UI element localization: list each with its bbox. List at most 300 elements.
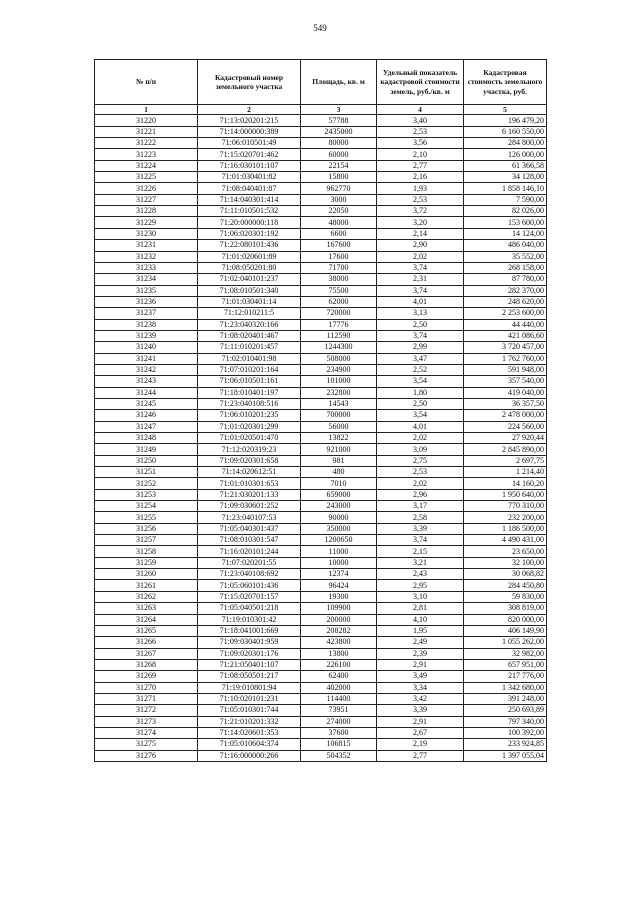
cell-row-number: 31270 (95, 682, 198, 693)
cell-row-number: 31252 (95, 478, 198, 489)
cell-area: 112590 (301, 330, 377, 341)
cell-cadastral-cost: 44 440,00 (464, 319, 547, 330)
cell-row-number: 31241 (95, 353, 198, 364)
cell-cadastral-cost: 308 819,00 (464, 603, 547, 614)
cell-row-number: 31222 (95, 138, 198, 149)
cell-row-number: 31264 (95, 614, 198, 625)
cell-unit-rate: 2,16 (377, 172, 464, 183)
table-row (95, 274, 547, 285)
cell-cadastral-cost: 82 026,00 (464, 206, 547, 217)
table-row (95, 217, 547, 228)
cell-cadastral-cost: 1 186 500,00 (464, 523, 547, 534)
cell-row-number: 31275 (95, 739, 198, 750)
cell-row-number: 31262 (95, 591, 198, 602)
cell-cadastral-number: 71:08:050501:217 (198, 671, 301, 682)
cell-cadastral-number: 71:23:040108:516 (198, 398, 301, 409)
cell-row-number: 31276 (95, 750, 198, 761)
cell-row-number: 31223 (95, 149, 198, 160)
cell-cadastral-cost: 250 693,89 (464, 705, 547, 716)
cell-unit-rate: 2,02 (377, 251, 464, 262)
cell-area: 10000 (301, 557, 377, 568)
cell-cadastral-number: 71:01:020601:89 (198, 251, 301, 262)
cell-row-number: 31258 (95, 546, 198, 557)
cell-cadastral-number: 71:08:010301:547 (198, 535, 301, 546)
cell-area: 37600 (301, 727, 377, 738)
cell-cadastral-number: 71:09:030601:252 (198, 501, 301, 512)
cell-unit-rate: 2,53 (377, 467, 464, 478)
cell-area: 19300 (301, 591, 377, 602)
cell-cadastral-number: 71:22:080101:436 (198, 240, 301, 251)
cell-cadastral-cost: 4 490 431,00 (464, 535, 547, 546)
cell-area: 17600 (301, 251, 377, 262)
cell-cadastral-number: 71:09:020301:658 (198, 455, 301, 466)
cell-cadastral-number: 71:06:010501:161 (198, 376, 301, 387)
cell-row-number: 31261 (95, 580, 198, 591)
cell-cadastral-number: 71:01:010301:653 (198, 478, 301, 489)
cell-cadastral-cost: 36 357,50 (464, 398, 547, 409)
cell-cadastral-cost: 232 200,00 (464, 512, 547, 523)
cell-cadastral-cost: 196 479,20 (464, 115, 547, 126)
cell-cadastral-number: 71:05:040501:218 (198, 603, 301, 614)
cell-cadastral-number: 71:05:060101:436 (198, 580, 301, 591)
cell-unit-rate: 3,56 (377, 138, 464, 149)
cell-cadastral-number: 71:06:010501:49 (198, 138, 301, 149)
cell-row-number: 31237 (95, 308, 198, 319)
cell-area: 200000 (301, 614, 377, 625)
cell-cadastral-cost: 217 776,00 (464, 671, 547, 682)
cell-row-number: 31260 (95, 569, 198, 580)
cell-unit-rate: 1,80 (377, 387, 464, 398)
cell-row-number: 31240 (95, 342, 198, 353)
table-row (95, 194, 547, 205)
cell-area: 167600 (301, 240, 377, 251)
table-row (95, 285, 547, 296)
cell-unit-rate: 2,75 (377, 455, 464, 466)
cell-row-number: 31235 (95, 285, 198, 296)
table-row (95, 523, 547, 534)
cell-row-number: 31229 (95, 217, 198, 228)
cell-unit-rate: 2,50 (377, 398, 464, 409)
cell-row-number: 31255 (95, 512, 198, 523)
table-row (95, 115, 547, 126)
cell-unit-rate: 2,96 (377, 489, 464, 500)
table-row (95, 126, 547, 137)
cell-row-number: 31236 (95, 296, 198, 307)
cell-area: 106815 (301, 739, 377, 750)
cell-unit-rate: 3,39 (377, 705, 464, 716)
cell-area: 62000 (301, 296, 377, 307)
cell-area: 423800 (301, 637, 377, 648)
cell-cadastral-cost: 6 160 550,00 (464, 126, 547, 137)
cell-area: 659000 (301, 489, 377, 500)
cell-cadastral-cost: 233 924,85 (464, 739, 547, 750)
cell-row-number: 31225 (95, 172, 198, 183)
cell-cadastral-cost: 87 780,00 (464, 274, 547, 285)
table-row (95, 512, 547, 523)
cell-cadastral-number: 71:15:020701:462 (198, 149, 301, 160)
cell-unit-rate: 3,13 (377, 308, 464, 319)
cell-cadastral-number: 71:06:010201:235 (198, 410, 301, 421)
cell-cadastral-cost: 391 248,00 (464, 693, 547, 704)
cell-cadastral-number: 71:02:040101:237 (198, 274, 301, 285)
cell-cadastral-cost: 406 149,90 (464, 625, 547, 636)
cell-row-number: 31249 (95, 444, 198, 455)
cell-cadastral-cost: 2 845 890,00 (464, 444, 547, 455)
column-number-row (95, 105, 547, 115)
cell-cadastral-cost: 35 552,00 (464, 251, 547, 262)
table-row (95, 716, 547, 727)
table-row (95, 580, 547, 591)
cell-cadastral-cost: 14 160,20 (464, 478, 547, 489)
header-area: Площадь, кв. м (301, 60, 377, 105)
cell-cadastral-cost: 34 128,00 (464, 172, 547, 183)
cell-row-number: 31245 (95, 398, 198, 409)
cell-unit-rate: 2,14 (377, 228, 464, 239)
cell-row-number: 31243 (95, 376, 198, 387)
cell-row-number: 31230 (95, 228, 198, 239)
cell-cadastral-number: 71:23:040107:53 (198, 512, 301, 523)
cell-area: 232800 (301, 387, 377, 398)
cell-unit-rate: 2,31 (377, 274, 464, 285)
cell-row-number: 31238 (95, 319, 198, 330)
cell-area: 22154 (301, 160, 377, 171)
table-row (95, 183, 547, 194)
cell-area: 350000 (301, 523, 377, 534)
cell-unit-rate: 2,39 (377, 648, 464, 659)
cell-cadastral-cost: 153 600,00 (464, 217, 547, 228)
cell-area: 96424 (301, 580, 377, 591)
cell-unit-rate: 3,17 (377, 501, 464, 512)
cell-cadastral-number: 71:11:010501:532 (198, 206, 301, 217)
cell-cadastral-cost: 421 086,60 (464, 330, 547, 341)
cell-cadastral-number: 71:08:010501:340 (198, 285, 301, 296)
cell-unit-rate: 2,15 (377, 546, 464, 557)
cell-row-number: 31247 (95, 421, 198, 432)
cell-area: 17776 (301, 319, 377, 330)
cell-unit-rate: 3,47 (377, 353, 464, 364)
cell-unit-rate: 2,77 (377, 750, 464, 761)
table-row (95, 308, 547, 319)
cell-unit-rate: 1,93 (377, 183, 464, 194)
cell-area: 101000 (301, 376, 377, 387)
table-row (95, 433, 547, 444)
cell-cadastral-cost: 1 342 680,00 (464, 682, 547, 693)
cell-cadastral-cost: 100 392,00 (464, 727, 547, 738)
cell-area: 75500 (301, 285, 377, 296)
cell-cadastral-number: 71:12:010211:5 (198, 308, 301, 319)
cell-cadastral-cost: 61 366,58 (464, 160, 547, 171)
cell-cadastral-number: 71:13:020201:215 (198, 115, 301, 126)
cell-row-number: 31267 (95, 648, 198, 659)
column-number: 1 (95, 105, 198, 115)
column-number: 2 (198, 105, 301, 115)
cell-row-number: 31259 (95, 557, 198, 568)
cell-area: 208282 (301, 625, 377, 636)
cell-unit-rate: 2,91 (377, 659, 464, 670)
cell-unit-rate: 3,21 (377, 557, 464, 568)
table-body (95, 115, 547, 762)
cell-cadastral-number: 71:08:020401:467 (198, 330, 301, 341)
cell-area: 480 (301, 467, 377, 478)
cell-unit-rate: 2,02 (377, 433, 464, 444)
cell-cadastral-number: 71:23:040108:692 (198, 569, 301, 580)
header-unit-rate: Удельный показатель кадастровой стоимости земель, руб./кв. м (377, 60, 464, 105)
cell-area: 13800 (301, 648, 377, 659)
cell-cadastral-cost: 32 982,00 (464, 648, 547, 659)
table-row (95, 319, 547, 330)
column-number: 4 (377, 105, 464, 115)
cell-unit-rate: 3,74 (377, 330, 464, 341)
cell-row-number: 31251 (95, 467, 198, 478)
table-row (95, 296, 547, 307)
cell-cadastral-cost: 770 310,00 (464, 501, 547, 512)
cell-unit-rate: 3,54 (377, 376, 464, 387)
header-cadastral-cost: Кадастровая стоимость земельного участка, руб. (464, 60, 547, 105)
cell-area: 38000 (301, 274, 377, 285)
cell-cadastral-cost: 7 590,00 (464, 194, 547, 205)
cell-cadastral-number: 71:05:040301:437 (198, 523, 301, 534)
cell-cadastral-number: 71:15:020701:157 (198, 591, 301, 602)
table-row (95, 489, 547, 500)
cell-unit-rate: 3,72 (377, 206, 464, 217)
cell-cadastral-cost: 1 950 640,00 (464, 489, 547, 500)
cell-cadastral-cost: 32 100,00 (464, 557, 547, 568)
table-row (95, 648, 547, 659)
cell-row-number: 31234 (95, 274, 198, 285)
cell-unit-rate: 3,74 (377, 262, 464, 273)
cell-unit-rate: 2,43 (377, 569, 464, 580)
table-row (95, 614, 547, 625)
cell-unit-rate: 2,90 (377, 240, 464, 251)
cell-area: 109900 (301, 603, 377, 614)
cell-unit-rate: 3,39 (377, 523, 464, 534)
cell-unit-rate: 3,49 (377, 671, 464, 682)
cell-unit-rate: 3,42 (377, 693, 464, 704)
cell-unit-rate: 3,10 (377, 591, 464, 602)
cell-row-number: 31239 (95, 330, 198, 341)
cell-cadastral-number: 71:16:030101:107 (198, 160, 301, 171)
cell-area: 73951 (301, 705, 377, 716)
cell-unit-rate: 3,54 (377, 410, 464, 421)
cell-cadastral-number: 71:01:030401:82 (198, 172, 301, 183)
cell-row-number: 31271 (95, 693, 198, 704)
cell-cadastral-number: 71:05:010604:374 (198, 739, 301, 750)
cell-unit-rate: 2,77 (377, 160, 464, 171)
cell-cadastral-number: 71:08:040401:87 (198, 183, 301, 194)
cell-area: 234900 (301, 364, 377, 375)
cell-row-number: 31220 (95, 115, 198, 126)
cell-area: 3000 (301, 194, 377, 205)
cell-area: 14543 (301, 398, 377, 409)
cell-cadastral-cost: 419 040,00 (464, 387, 547, 398)
cell-unit-rate: 2,53 (377, 126, 464, 137)
cell-area: 80000 (301, 138, 377, 149)
table-row (95, 569, 547, 580)
cell-area: 504352 (301, 750, 377, 761)
cell-row-number: 31273 (95, 716, 198, 727)
cell-unit-rate: 2,91 (377, 716, 464, 727)
cell-area: 57788 (301, 115, 377, 126)
cell-cadastral-number: 71:07:010201:164 (198, 364, 301, 375)
cell-row-number: 31233 (95, 262, 198, 273)
table-row (95, 625, 547, 636)
table-row (95, 421, 547, 432)
cell-unit-rate: 2,50 (377, 319, 464, 330)
cell-cadastral-cost: 820 000,00 (464, 614, 547, 625)
cell-cadastral-cost: 59 830,00 (464, 591, 547, 602)
cell-cadastral-number: 71:01:020501:470 (198, 433, 301, 444)
table-row (95, 671, 547, 682)
cell-cadastral-number: 71:14:020612:51 (198, 467, 301, 478)
cell-cadastral-number: 71:01:020301:299 (198, 421, 301, 432)
table-row (95, 591, 547, 602)
cell-row-number: 31257 (95, 535, 198, 546)
cell-row-number: 31227 (95, 194, 198, 205)
table-row (95, 546, 547, 557)
cell-cadastral-cost: 1 397 055,04 (464, 750, 547, 761)
cell-cadastral-number: 71:21:010201:332 (198, 716, 301, 727)
cell-row-number: 31244 (95, 387, 198, 398)
cell-row-number: 31242 (95, 364, 198, 375)
table-row (95, 342, 547, 353)
cell-area: 921000 (301, 444, 377, 455)
cell-cadastral-cost: 1 762 760,00 (464, 353, 547, 364)
cell-cadastral-cost: 1 214,40 (464, 467, 547, 478)
cell-unit-rate: 3,09 (377, 444, 464, 455)
cell-unit-rate: 4,10 (377, 614, 464, 625)
table-row (95, 637, 547, 648)
table-row (95, 364, 547, 375)
cell-cadastral-cost: 2 478 000,00 (464, 410, 547, 421)
cell-area: 12374 (301, 569, 377, 580)
cell-cadastral-number: 71:23:040320:166 (198, 319, 301, 330)
cell-unit-rate: 3,74 (377, 285, 464, 296)
cell-area: 402000 (301, 682, 377, 693)
cell-cadastral-number: 71:21:030201:133 (198, 489, 301, 500)
cell-cadastral-number: 71:14:020601:353 (198, 727, 301, 738)
table-row (95, 228, 547, 239)
cell-cadastral-cost: 2 697,75 (464, 455, 547, 466)
cell-cadastral-number: 71:01:030401:14 (198, 296, 301, 307)
cell-cadastral-cost: 30 068,82 (464, 569, 547, 580)
cell-cadastral-cost: 14 124,00 (464, 228, 547, 239)
table-row (95, 353, 547, 364)
cell-area: 1244300 (301, 342, 377, 353)
cell-cadastral-number: 71:18:010401:197 (198, 387, 301, 398)
cell-cadastral-number: 71:20:000000:118 (198, 217, 301, 228)
cell-area: 981 (301, 455, 377, 466)
cell-row-number: 31246 (95, 410, 198, 421)
cell-cadastral-cost: 2 253 600,00 (464, 308, 547, 319)
cell-unit-rate: 3,40 (377, 115, 464, 126)
table-row (95, 251, 547, 262)
cell-cadastral-cost: 27 920,44 (464, 433, 547, 444)
cell-area: 15800 (301, 172, 377, 183)
cell-unit-rate: 3,34 (377, 682, 464, 693)
table-row (95, 160, 547, 171)
cell-cadastral-number: 71:19:010301:42 (198, 614, 301, 625)
cell-unit-rate: 2,53 (377, 194, 464, 205)
column-number: 3 (301, 105, 377, 115)
cell-cadastral-cost: 797 340,00 (464, 716, 547, 727)
cell-row-number: 31224 (95, 160, 198, 171)
cell-unit-rate: 2,02 (377, 478, 464, 489)
table-row (95, 149, 547, 160)
cell-cadastral-number: 71:11:010201:457 (198, 342, 301, 353)
cell-cadastral-number: 71:07:020201:55 (198, 557, 301, 568)
table-row (95, 727, 547, 738)
cell-cadastral-cost: 3 720 457,00 (464, 342, 547, 353)
table-row (95, 172, 547, 183)
cell-area: 720000 (301, 308, 377, 319)
cell-cadastral-number: 71:10:020101:231 (198, 693, 301, 704)
cell-area: 13822 (301, 433, 377, 444)
cell-cadastral-cost: 268 158,00 (464, 262, 547, 273)
table-row (95, 262, 547, 273)
cell-area: 11000 (301, 546, 377, 557)
table-row (95, 659, 547, 670)
cell-row-number: 31268 (95, 659, 198, 670)
cell-row-number: 31228 (95, 206, 198, 217)
cell-area: 22050 (301, 206, 377, 217)
cell-cadastral-cost: 284 450,80 (464, 580, 547, 591)
cell-unit-rate: 3,74 (377, 535, 464, 546)
cell-cadastral-number: 71:19:010801:94 (198, 682, 301, 693)
cell-area: 2435000 (301, 126, 377, 137)
cell-area: 48000 (301, 217, 377, 228)
table-row (95, 557, 547, 568)
cell-cadastral-number: 71:14:000000:389 (198, 126, 301, 137)
cell-cadastral-cost: 357 540,00 (464, 376, 547, 387)
header-row-number: № п/п (95, 60, 198, 105)
cell-unit-rate: 2,19 (377, 739, 464, 750)
cell-unit-rate: 2,67 (377, 727, 464, 738)
cell-area: 6600 (301, 228, 377, 239)
cell-area: 274000 (301, 716, 377, 727)
cell-cadastral-number: 71:16:000000:266 (198, 750, 301, 761)
table-row (95, 603, 547, 614)
cell-cadastral-number: 71:09:030401:959 (198, 637, 301, 648)
table-row (95, 444, 547, 455)
cell-unit-rate: 2,10 (377, 149, 464, 160)
cell-area: 700000 (301, 410, 377, 421)
table-row (95, 206, 547, 217)
header-row (95, 60, 547, 105)
cell-row-number: 31248 (95, 433, 198, 444)
cell-unit-rate: 4,01 (377, 296, 464, 307)
page-number: 549 (313, 23, 327, 33)
cell-cadastral-cost: 248 620,00 (464, 296, 547, 307)
cell-area: 962770 (301, 183, 377, 194)
table-row (95, 682, 547, 693)
cell-unit-rate: 2,52 (377, 364, 464, 375)
cell-area: 71700 (301, 262, 377, 273)
cell-cadastral-cost: 1 055 262,00 (464, 637, 547, 648)
cell-cadastral-number: 71:08:050201:80 (198, 262, 301, 273)
cell-cadastral-cost: 23 650,00 (464, 546, 547, 557)
cell-row-number: 31272 (95, 705, 198, 716)
cell-row-number: 31232 (95, 251, 198, 262)
cell-cadastral-number: 71:18:041001:669 (198, 625, 301, 636)
table-row (95, 240, 547, 251)
cell-cadastral-cost: 284 800,00 (464, 138, 547, 149)
cell-row-number: 31221 (95, 126, 198, 137)
cell-area: 60000 (301, 149, 377, 160)
cell-cadastral-cost: 224 560,00 (464, 421, 547, 432)
cell-row-number: 31231 (95, 240, 198, 251)
cell-cadastral-cost: 657 951,00 (464, 659, 547, 670)
cell-area: 56000 (301, 421, 377, 432)
